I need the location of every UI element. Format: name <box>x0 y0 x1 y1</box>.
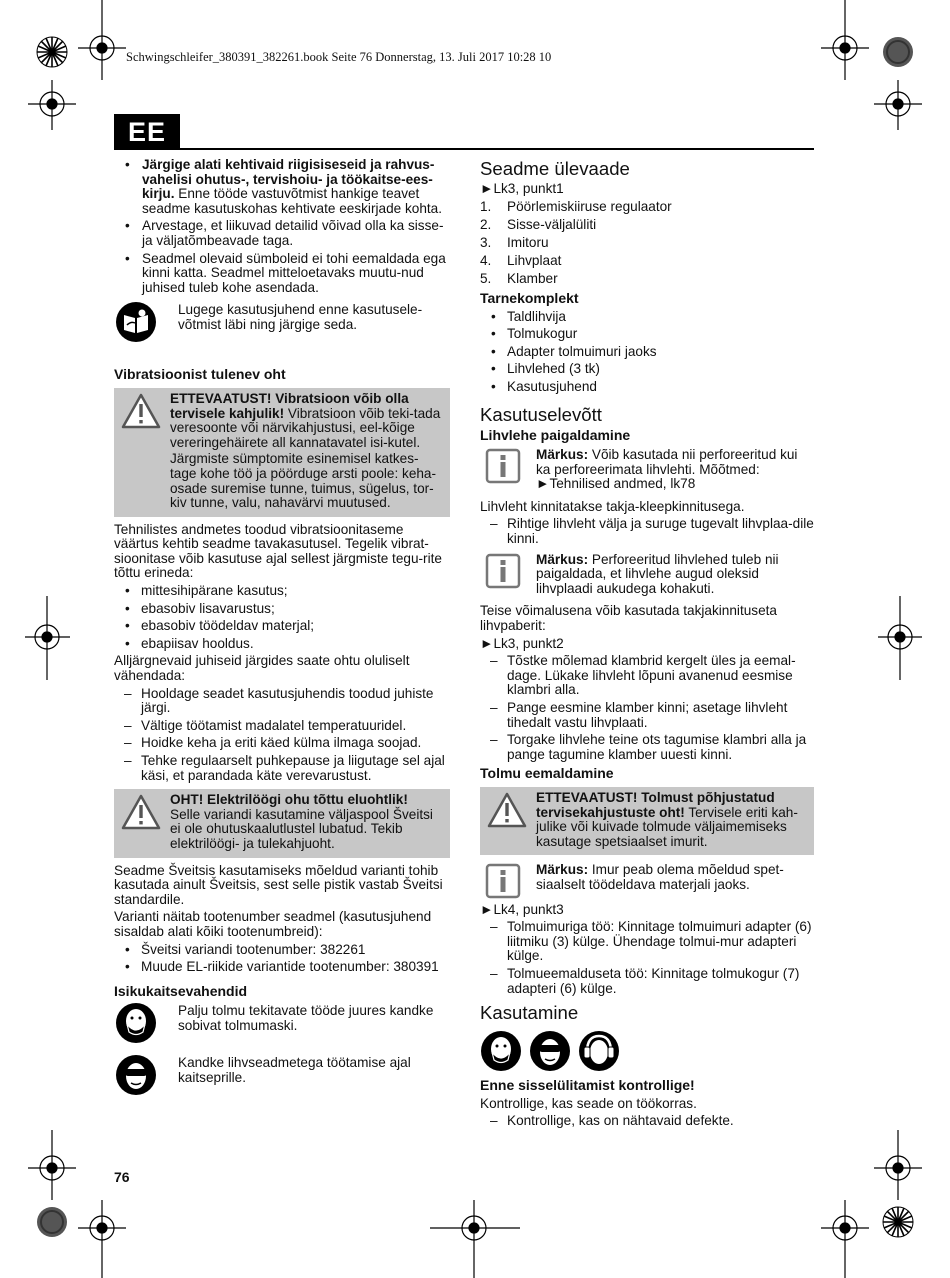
supply-heading: Tarnekomplekt <box>480 289 579 306</box>
list-item: – Tolmueemalduseta töö: Kinnitage tolmukogur (7) adapteri (6) külge. <box>480 967 814 996</box>
warning-triangle-icon <box>487 792 527 828</box>
note-box: Märkus: Imur peab olema mõeldud spet-siaalselt töödeldava materjali jaoks. <box>480 861 814 894</box>
vibration-tips <box>114 687 450 784</box>
safety-goggles-icon <box>115 1054 157 1096</box>
list-item: • ebasobiv lisavarustus; <box>114 602 450 617</box>
note-box: Märkus: Võib kasutada nii perforeeritud kui ka perforeerimata lihvlehti. Mõõtmed: ►Tehnilised andmed, lk78 <box>480 446 814 494</box>
dust-mask-icon <box>115 1002 157 1044</box>
safety-goggles-icon <box>529 1030 571 1072</box>
ear-protection-icon <box>578 1030 620 1072</box>
dust-mask-icon <box>480 1030 522 1072</box>
ppe-heading: Isikukaitsevahendid <box>114 982 248 999</box>
list-item: – Torgake lihvlehe teine ots tagumise klambri alla ja pange tagumine klamber uuesti kinni. <box>480 733 814 762</box>
list-item: 4. Lihvplaat <box>480 253 562 269</box>
list-item: • Lihvlehed (3 tk) <box>480 362 814 377</box>
info-note-icon <box>485 448 521 484</box>
print-header-line: Schwingschleifer_380391_382261.book Seite 76 Donnerstag, 13. Juli 2017 10:28 10 <box>126 50 552 64</box>
safety-intro-list <box>114 158 450 295</box>
velcro-paragraph: Lihvleht kinnitatakse takja-kleepkinnitusega. <box>480 498 745 514</box>
clamp-steps <box>480 654 814 762</box>
vibration-factors <box>114 584 450 651</box>
list-item: 1. Pöörlemiskiiruse regulaator <box>480 198 672 214</box>
overview-heading: Seadme ülevaade <box>480 158 630 179</box>
variant-list <box>114 943 450 975</box>
list-item: • Šveitsi variandi tootenumber: 382261 <box>114 943 450 958</box>
read-manual-note <box>114 303 450 349</box>
overview-figure-ref: ►Lk3, punkt1 <box>480 181 564 196</box>
swiss-variant-paragraph: Seadme Šveitsis kasutamiseks mõeldud varianti tohib kasutada ainult Šveitsis, sest selle pistik vastab Šveitsi standardile. <box>114 862 443 907</box>
ppe-goggles-note: Kandke lihvseadmetega töötamise ajal kaitseprille. <box>114 1056 450 1102</box>
check-paragraph: Kontrollige, kas seade on töökorras. <box>480 1095 697 1111</box>
list-item: 2. Sisse-väljalüliti <box>480 216 597 232</box>
list-item: • Tolmukogur <box>480 327 814 342</box>
ppe-dust-mask-note: Palju tolmu tekitavate tööde juures kandke sobivat tolmumaski. <box>114 1004 450 1050</box>
note-box: Märkus: Perforeeritud lihvlehed tuleb nii paigaldada, et lihvlehe augud oleksid lihvplaadi aukudega kohakuti. <box>480 551 814 599</box>
vibration-heading: Vibratsioonist tulenev oht <box>114 366 286 383</box>
vibration-paragraph: Tehnilistes andmetes toodud vibratsioonitaseme väärtus kehtib seadme tavakasutusel. Tegelik vibrat-sioonitase võib kasutuse ajal sellest järgmiste tegu-rite tõttu erineda: <box>114 521 442 581</box>
list-item: – Tehke regulaarselt puhkepause ja liigutage sel ajal käsi, et parandada käte verevarustust. <box>114 754 450 783</box>
usage-heading: Kasutamine <box>480 1002 579 1024</box>
page-number: 76 <box>114 1169 130 1185</box>
alt-paper-paragraph: Teise võimalusena võib kasutada takjakinnituseta lihvpaberit: <box>480 603 777 634</box>
parts-list <box>480 200 814 287</box>
alt-paper-figure-ref: ►Lk3, punkt2 <box>480 635 564 651</box>
list-item: • mittesihipärane kasutus; <box>114 584 450 599</box>
dust-steps <box>480 920 814 996</box>
read-manual-text: Lugege kasutusjuhend enne kasutusele-võtmist läbi ning järgige seda. <box>178 302 423 332</box>
right-column <box>480 158 814 1132</box>
velcro-steps <box>480 517 814 546</box>
list-item: – Vältige töötamist madalatel temperatuuridel. <box>114 719 450 734</box>
list-item: • Kasutusjuhend <box>480 380 814 395</box>
list-item: • ebapiisav hooldus. <box>114 637 450 652</box>
read-manual-icon <box>115 301 157 343</box>
supply-list <box>480 310 814 395</box>
dust-figure-ref: ►Lk4, punkt3 <box>480 901 564 917</box>
list-item: • ebasobiv töödeldav materjal; <box>114 619 450 634</box>
list-item: • Arvestage, et liikuvad detailid võivad olla ka sisse- ja väljatõmbeavade taga. <box>114 219 450 248</box>
list-item: 5. Klamber <box>480 271 558 287</box>
list-item: • Järgige alati kehtivaid riigisiseseid ja rahvus-vahelisi ohutus-, tervishoiu- ja töökaitse-ees-kirju. Enne tööde vastuvõtmist hankige teavet seadme kasutuskohas kehtivate eeskirjade kohta. <box>114 158 450 216</box>
dust-warning-box: ETTEVAATUST! Tolmust põhjustatud tervisekahjustuste oht! Tervisele eriti kah-julike või kuivade tolmude väljaimemiseks kasutage spetsiaalset imurit. <box>480 787 814 855</box>
language-tab: EE <box>114 114 180 150</box>
list-item: – Hoidke keha ja eriti käed külma ilmaga soojad. <box>114 736 450 751</box>
check-before-heading: Enne sisselülitamist kontrollige! <box>480 1077 695 1094</box>
list-item: • Adapter tolmuimuri jaoks <box>480 345 814 360</box>
header-rule <box>180 148 814 150</box>
electric-warning-box: OHT! Elektrilöögi ohu tõttu eluohtlik! Selle variandi kasutamine väljaspool Šveitsi ei ole ohutuskaalutlustel lubatud. Tekib elektrilöögi- ja tulekahjuoht. <box>114 789 450 857</box>
list-item: – Hooldage seadet kasutusjuhendis toodud juhiste järgi. <box>114 687 450 716</box>
list-item: – Tolmuimuriga töö: Kinnitage tolmuimuri adapter (6) liitmiku (3) külge. Ühendage tolmui-mur adapteri külge. <box>480 920 814 964</box>
list-item: – Kontrollige, kas on nähtavaid defekte. <box>480 1114 814 1129</box>
info-note-icon <box>485 863 521 899</box>
warning-triangle-icon <box>121 794 161 830</box>
list-item: • Taldlihvija <box>480 310 814 325</box>
list-item: • Muude EL-riikide variantide tootenumber: 380391 <box>114 960 450 975</box>
sanding-sheet-heading: Lihvlehe paigaldamine <box>480 426 631 443</box>
list-item: – Pange eesmine klamber kinni; asetage lihvleht tihedalt vastu lihvplaati. <box>480 701 814 730</box>
list-item: 3. Imitoru <box>480 234 549 250</box>
warning-triangle-icon <box>121 393 161 429</box>
check-steps <box>480 1114 814 1129</box>
info-note-icon <box>485 553 521 589</box>
commissioning-heading: Kasutuselevõtt <box>480 403 602 425</box>
list-item: • Seadmel olevaid sümboleid ei tohi eemaldada ega kinni katta. Seadmel mitteloetavaks muutu-nud juhised tuleb kohe asendada. <box>114 252 450 296</box>
vibration-warning-box: ETTEVAATUST! Vibratsioon võib olla tervisele kahjulik! Vibratsioon võib teki-tada veresoonte või närvikahjustusi, eel-kõige vereringehäirete all kannatavatel isi-kutel. Järgmiste sümptomite esinemisel katkes-tage kohe töö ja pöörduge arsti poole: keha-osade suremise tunne, tuimus, sügelus, tor-kiv tunne, valu, nahavärvi muutused. <box>114 388 450 517</box>
dust-removal-heading: Tolmu eemaldamine <box>480 765 614 782</box>
list-item: – Rihtige lihvleht välja ja suruge tugevalt lihvplaa-dile kinni. <box>480 517 814 546</box>
ppe-icon-row <box>480 1030 814 1072</box>
variant-number-paragraph: Varianti näitab tootenumber seadmel (kasutusjuhend sisaldab alati kõiki tootenumbreid): <box>114 909 432 939</box>
left-column <box>114 158 450 1106</box>
list-item: – Tõstke mõlemad klambrid kergelt üles ja eemal-dage. Lükake lihvleht lõpuni avanenud eesmise klambri alla. <box>480 654 814 698</box>
vibration-paragraph-2: Alljärgnevaid juhiseid järgides saate ohtu oluliselt vähendada: <box>114 653 410 684</box>
